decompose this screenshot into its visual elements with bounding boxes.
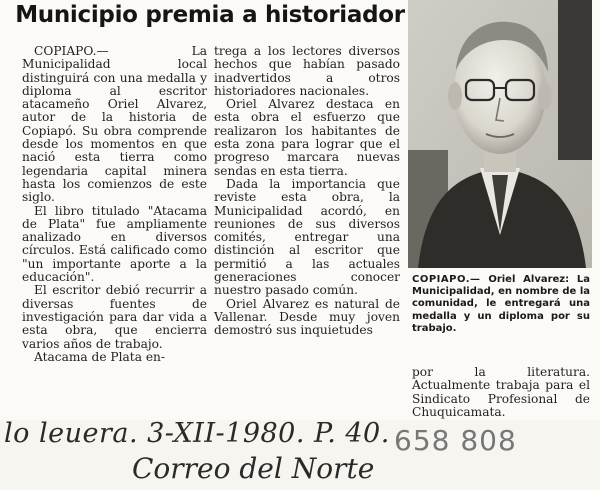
paragraph: trega a los lectores diversos hechos que habían pasado inadvertidos a otros historiadores nacionales. [214, 44, 400, 98]
handwritten-catalog-number: 658 808 [394, 424, 517, 457]
paragraph: Oriel Alvarez destaca en esta obra el esfuerzo que realizaron los habitantes de esta zona para lograr que el progreso marcara nuevas sendas en esta tierra. [214, 97, 400, 178]
article-column-1 [22, 45, 207, 364]
caption-lead: COPIAPO.— [412, 274, 481, 285]
paragraph: El escritor debió recurrir a diversas fuentes de investigación para dar vida a esta obra, que encierra varios años de trabajo. [22, 283, 207, 351]
paragraph: Atacama de Plata en- [34, 349, 166, 364]
article-column-3 [412, 366, 590, 419]
article-column-2 [214, 45, 400, 338]
paragraph: Dada la importancia que reviste esta obra, la Municipalidad acordó, en reuniones de sus diversos comités, entregar una distinción al escritor que permitió a las actuales generaciones conocer nuestro pasado común. [214, 176, 400, 298]
handwritten-source-date: lo leuera. 3-XII-1980. P. 40. [4, 418, 390, 449]
photo-caption [412, 274, 590, 335]
caption-text: Oriel Alvarez: La Municipalidad, en nombre de la comunidad, le entregará una medalla y un diploma por su trabajo. [412, 274, 590, 334]
portrait-photo [408, 0, 592, 268]
headline: Municipio premia a historiador [15, 2, 405, 28]
paragraph: Oriel Alvarez es natural de Vallenar. Desde muy joven demostró sus inquietudes [214, 296, 400, 338]
handwritten-newspaper-name: Correo del Norte [132, 452, 375, 485]
paragraph: COPIAPO.— La Municipalidad local distinguirá con una medalla y diploma al escritor atacameño Oriel Alvarez, autor de la historia de Copiapó. Su obra comprende desde los momentos en que nació esta tierra como legendaria capital minera hasta los comienzos de este siglo. [22, 44, 207, 205]
paragraph: El libro titulado "Atacama de Plata" fue ampliamente analizado en diversos círculos. Está calificado como "un importante aporte a la educación". [22, 203, 207, 285]
paragraph: por la literatura. Actualmente trabaja para el Sindicato Profesional de Chuquicamata. [412, 365, 590, 419]
